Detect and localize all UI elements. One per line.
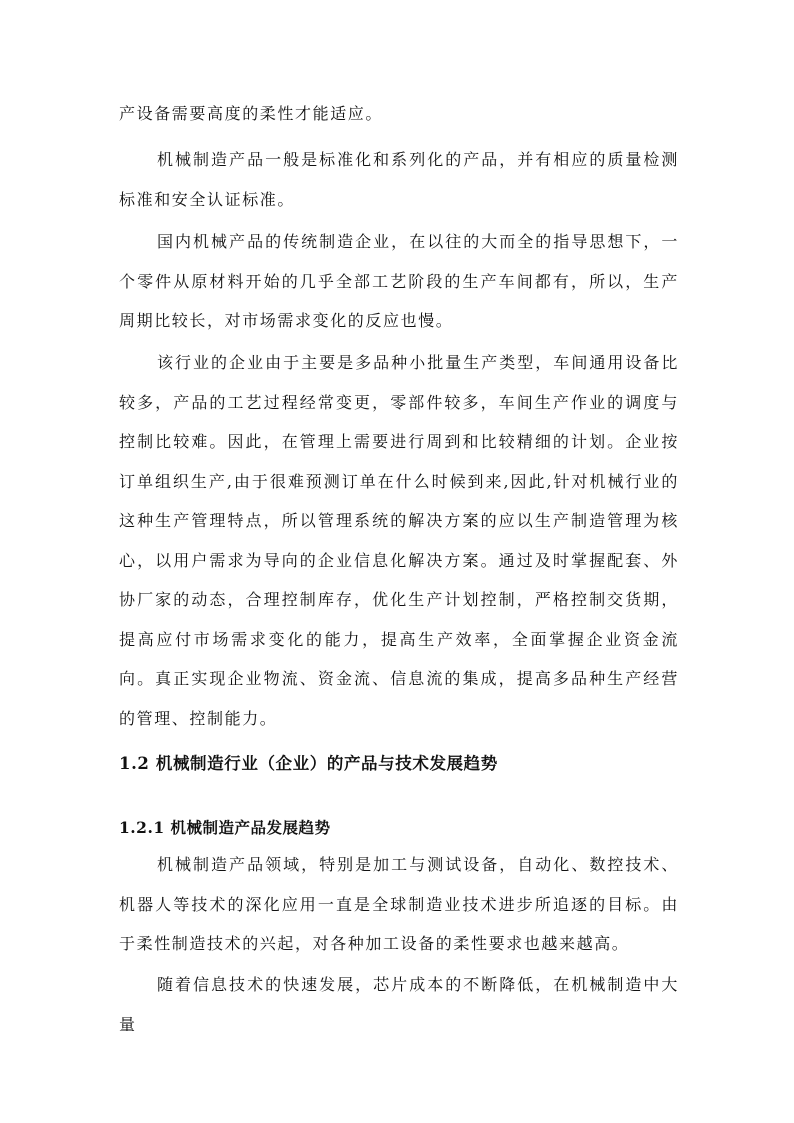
paragraph-traditional-enterprise: 国内机械产品的传统制造企业，在以往的大而全的指导思想下，一个零件从原材料开始的几乎全部工艺阶段的生产车间都有，所以，生产周期比较长，对市场需求变化的反应也慢。 bbox=[119, 232, 679, 330]
section-heading: 1.2 机械制造行业（企业）的产品与技术发展趋势 bbox=[119, 754, 498, 773]
subsection-heading bbox=[119, 816, 331, 838]
paragraph-industry-management: 该行业的企业由于主要是多品种小批量生产类型，车间通用设备比较多，产品的工艺过程经常变更，零部件较多，车间生产作业的调度与控制比较难。因此，在管理上需要进行周到和比较精细的计划。企业按订单组织生产,由于很难预测订单在什么时候到来,因此,针对机械行业的这种生产管理特点，所以管理系统的解决方案的应以生产制造管理为核心，以用户需求为导向的企业信息化解决方案。通过及时掌握配套、外协厂家的动态，合理控制库存，优化生产计划控制，严格控制交货期，提高应付市场需求变化的能力，提高生产效率，全面掌握企业资金流向。真正实现企业物流、资金流、信息流的集成，提高多品种生产经营的管理、控制能力。 bbox=[119, 353, 679, 728]
subsection-heading-bold: 产品发展趋势 bbox=[234, 818, 331, 837]
paragraph-continuation: 产设备需要高度的柔性才能适应。 bbox=[119, 104, 384, 123]
paragraph-product-trends: 机械制造产品领域，特别是加工与测试设备，自动化、数控技术、机器人等技术的深化应用一直是全球制造业技术进步所追逐的目标。由于柔性制造技术的兴起，对各种加工设备的柔性要求也越来越高。 bbox=[119, 855, 679, 953]
paragraph-information-technology: 随着信息技术的快速发展，芯片成本的不断降低，在机械制造中大量 bbox=[119, 975, 679, 1034]
subsection-heading-prefix: 1.2.1 机械制造 bbox=[119, 818, 235, 837]
paragraph-standardization: 机械制造产品一般是标准化和系列化的产品，并有相应的质量检测标准和安全认证标准。 bbox=[119, 150, 679, 209]
